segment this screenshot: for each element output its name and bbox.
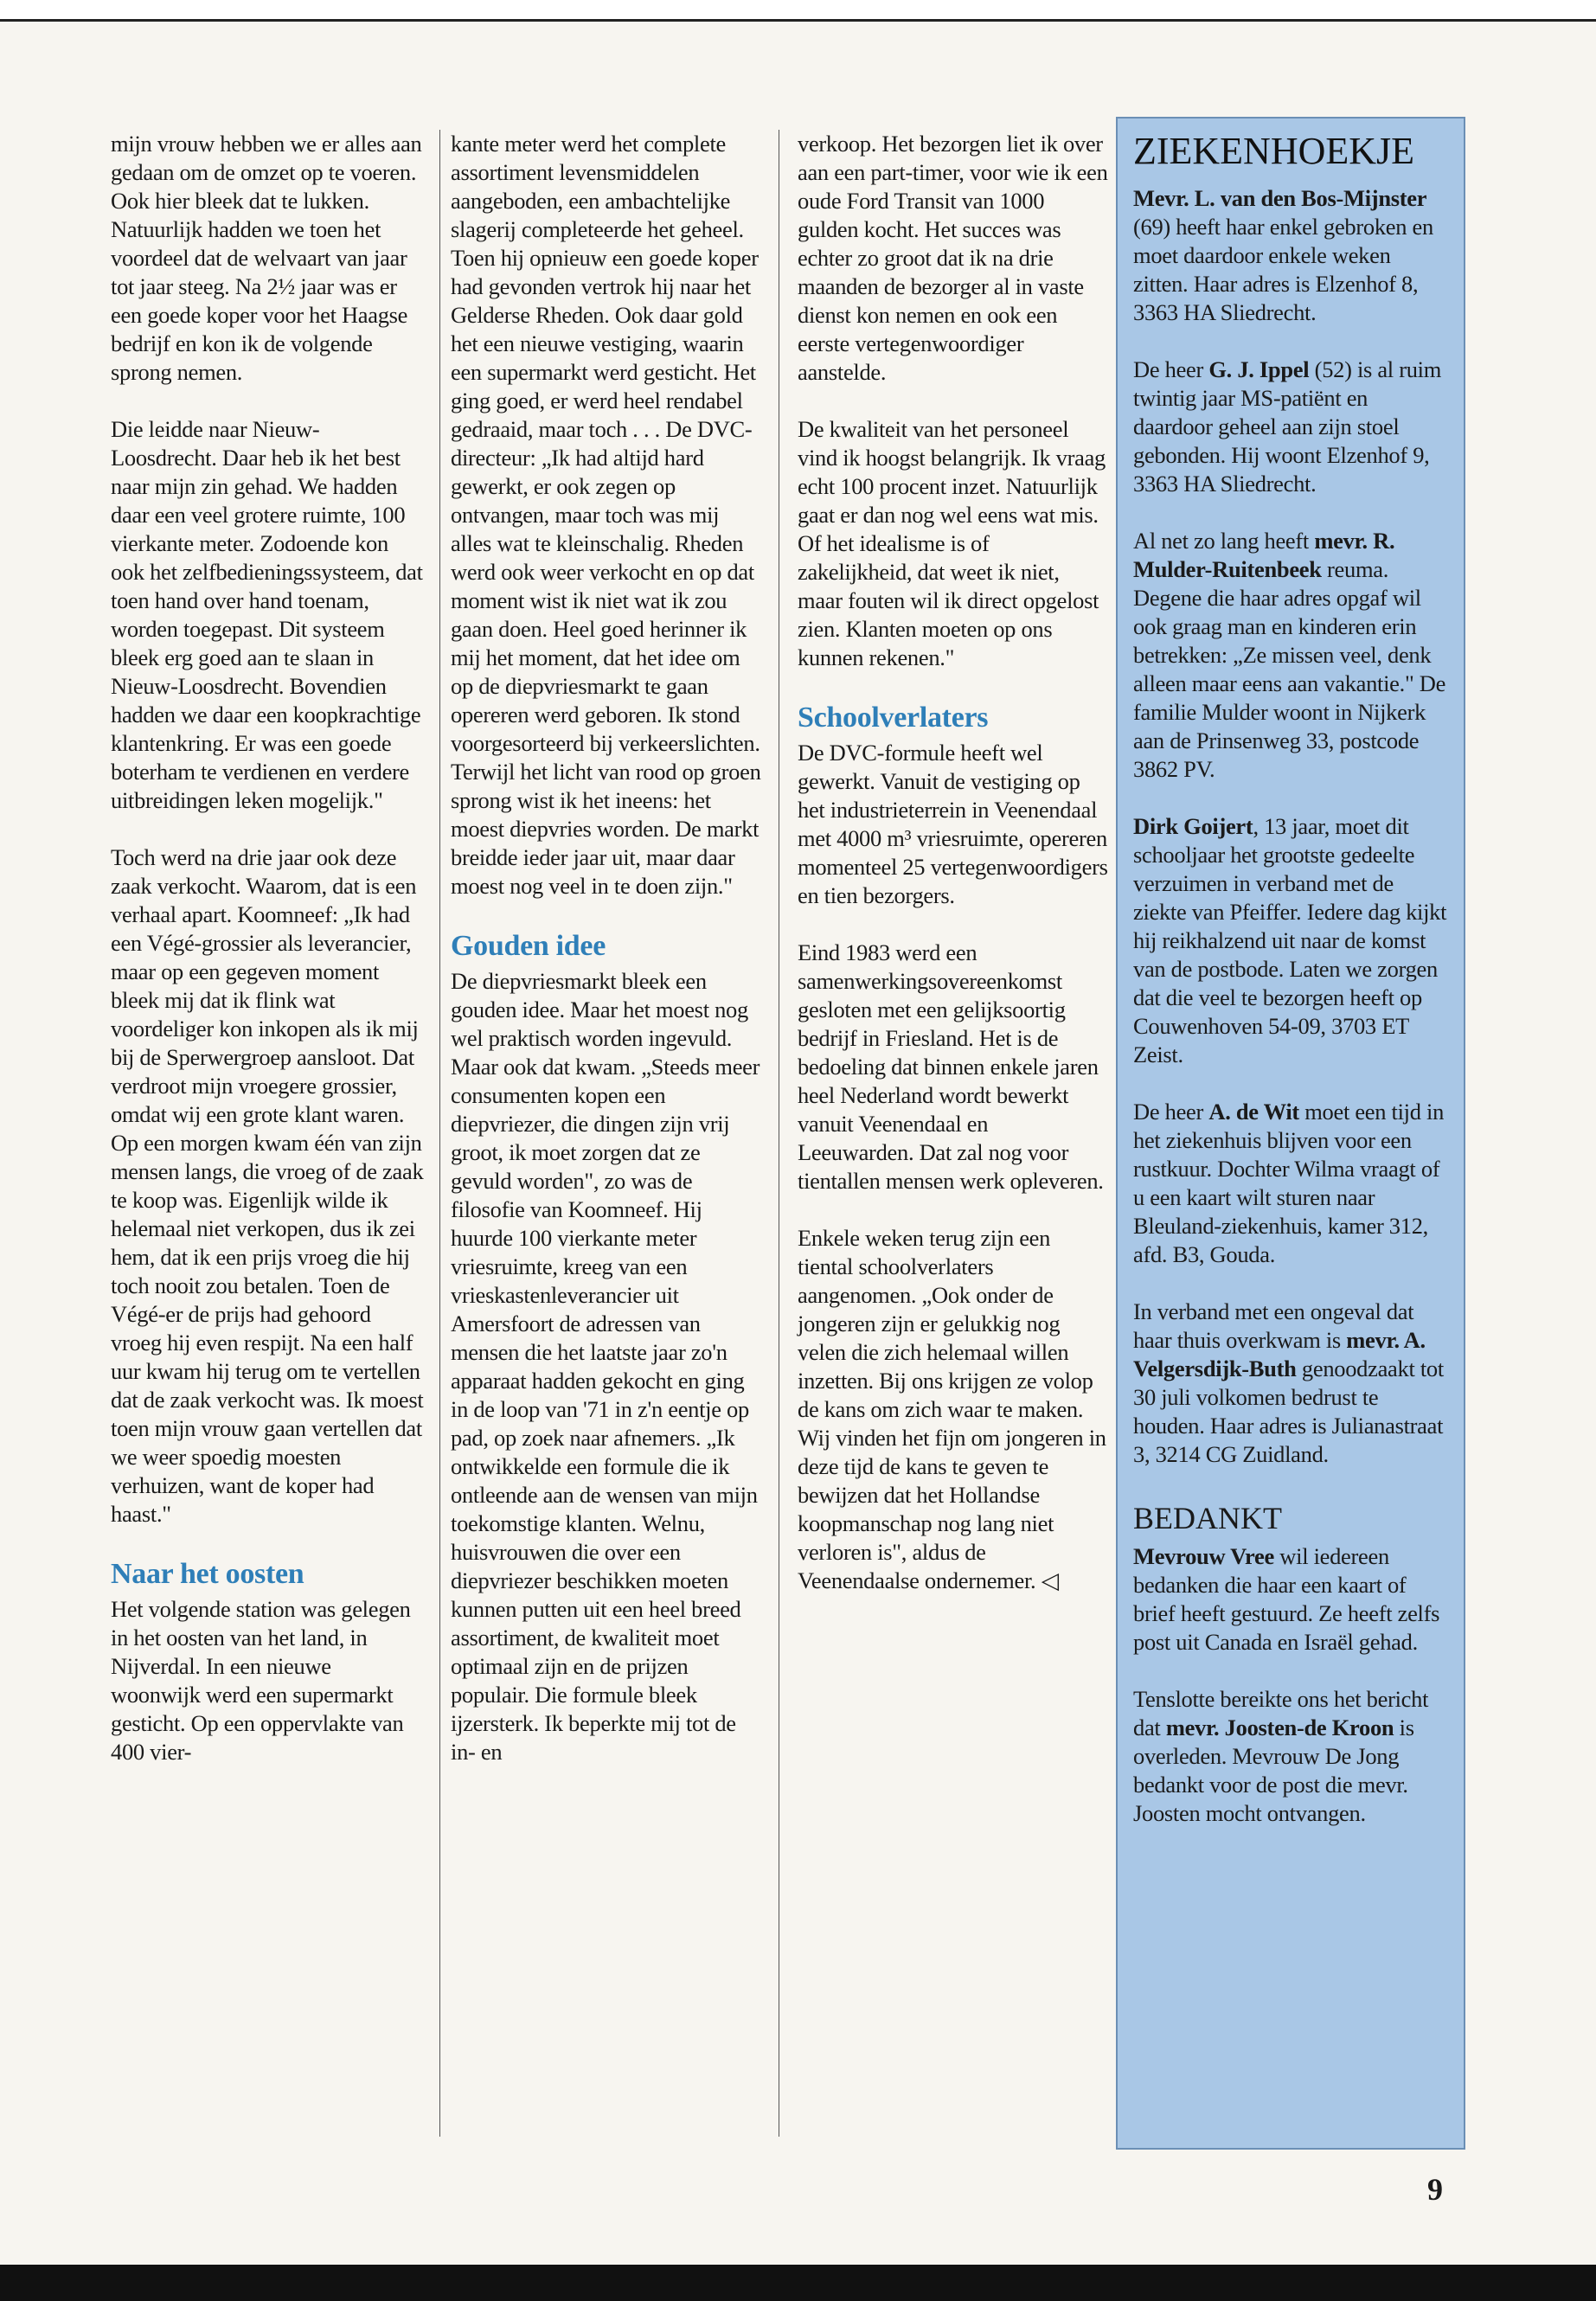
notice-name: mevr. Joosten-de Kroon [1165,1715,1394,1740]
bottom-edge [0,2265,1596,2301]
notice-text: reuma. Degene die haar adres opgaf wil ook graag man en kinderen erin betrekken: „Ze missen veel, denk alleen maar eens aan vakantie." De familie Mulder woont in Nijkerk aan de Prinsenweg 33, postcode 3862 PV. [1133,556,1446,782]
notice [1133,1685,1450,1828]
paragraph: mijn vrouw hebben we er alles aan gedaan om de omzet op te voeren. Ook hier bleek dat te lukken. Natuurlijk hadden we toen het voordeel dat de welvaart van jaar tot jaar steeg. Na 2½ jaar was er een goede koper voor het Haagse bedrijf en kon ik de volgende sprong nemen. [111,131,422,385]
section-heading-naar-het-oosten: Naar het oosten [111,1558,304,1590]
notice-text: genoodzaakt tot 30 juli volkomen bedrust te houden. Haar adres is Julianastraat 3, 3214 CG Zuidland. [1133,1356,1444,1467]
paragraph: De diepvriesmarkt bleek een gouden idee. Maar het moest nog wel praktisch worden ingevuld. Maar ook dat kwam. „Steeds meer consumenten kopen een diepvriezer, die dingen zijn vrij groot, ik moet zorgen dat ze gevuld worden", zo was de filosofie van Koomneef. Hij huurde 100 vierkante meter vriesruimte, kreeg van een vrieskastenleverancier uit Amersfoort de adressen van mensen die het laatste jaar zo'n apparaat hadden gekocht en ging in de loop van '71 in z'n eentje op pad, op zoek naar afnemers. „Ik ontwikkelde een formule die ik ontleende aan de wensen van mijn toekomstige klanten. Welnu, huisvrouwen die over een diepvriezer beschikken moeten kunnen putten uit een heel breed assortiment, de kwaliteit moet optimaal zijn en de prijzen populair. Die formule bleek ijzersterk. Ik beperkte mij tot de in- en [451,968,760,1765]
end-mark-icon: ◁ [1041,1567,1059,1593]
paragraph: Die leidde naar Nieuw-Loosdrecht. Daar heb ik het best naar mijn zin gehad. We hadden daar een veel grotere ruimte, 100 vierkante meter. Zodoende kon ook het zelfbedieningssysteem, dat toen hand over hand toenam, worden toegepast. Dit systeem bleek erg goed aan te slaan in Nieuw-Loosdrecht. Bovendien hadden we daar een koopkrachtige klantenkring. Er was een goede boterham te verdienen en verdere uitbreidingen leken mogelijk." [111,416,423,813]
notice-name: A. de Wit [1208,1099,1299,1125]
notice-name: mevr. A. Velgersdijk-Buth [1133,1327,1426,1381]
notice-text: De heer [1133,1099,1209,1125]
notice-text: In verband met een ongeval dat haar thuis overkwam is [1133,1298,1414,1353]
notice [1133,1542,1450,1657]
paragraph: Het volgende station was gelegen in het oosten van het land, in Nijverdal. In een nieuwe woonwijk werd een supermarkt gesticht. Op een oppervlakte van 400 vier- [111,1596,411,1765]
paragraph: De kwaliteit van het personeel vind ik hoogst belangrijk. Ik vraag echt 100 procent inzet. Natuurlijk gaat er dan nog wel eens wat mis. Of het idealisme is of zakelijkheid, dat weet ik niet, maar fouten wil ik direct opgelost zien. Klanten moeten op ons kunnen rekenen." [798,416,1106,670]
notice-text: De heer [1133,356,1209,382]
notice-text: wil iedereen bedanken die haar een kaart of brief heeft gestuurd. Ze heeft zelfs post uit Canada en Israël gehad. [1133,1543,1440,1655]
paragraph: De DVC-formule heeft wel gewerkt. Vanuit de vestiging op het industrieterrein in Veenendaal met 4000 m³ vriesruimte, opereren momenteel 25 vertegenwoordigers en tien bezorgers. [798,740,1108,908]
paragraph-text: Enkele weken terug zijn een tiental schoolverlaters aangenomen. „Ook onder de jongeren zijn er gelukkig nog velen die zich helemaal willen inzetten. Bij ons krijgen ze volop de kans om zich waar te maken. Wij vinden het fijn om jongeren in deze tijd de kans te geven te bewijzen dat het Hollandse koopmanschap nog lang niet verloren is", aldus de Veenendaalse ondernemer. [798,1225,1106,1593]
paragraph: Toch werd na drie jaar ook deze zaak verkocht. Waarom, dat is een verhaal apart. Koomneef: „Ik had een Végé-grossier als leverancier, maar op een gegeven moment bleek mij dat ik flink wat voordeliger kon inkopen als ik mij bij de Sperwergroep aansloot. Dat verdroot mijn vroegere grossier, omdat wij een grote klant waren. Op een morgen kwam één van zijn mensen langs, die vroeg of de zaak te koop was. Eigenlijk wilde ik helemaal niet verkopen, dus ik zei hem, dat ik een prijs vroeg die hij toch nooit zou betalen. Toen de Végé-er de prijs had gehoord vroeg hij even respijt. Na een half uur kwam hij terug om te vertellen dat de zaak verkocht was. Ik moest toen mijn vrouw gaan vertellen dat we weer spoedig moesten verhuizen, want de koper had haast." [111,844,424,1527]
ziekenhoekje-sidebar [1116,117,1465,2150]
section-heading-schoolverlaters: Schoolverlaters [798,702,989,734]
notice-text: Al net zo lang heeft [1133,528,1315,554]
notice-text: moet een tijd in het ziekenhuis blijven voor een rustkuur. Dochter Wilma vraagt of u een kaart wilt sturen naar Bleuland-ziekenhuis, kamer 312, afd. B3, Gouda. [1133,1099,1445,1267]
page-number: 9 [1427,2172,1443,2207]
notice-text: (52) is al ruim twintig jaar MS-patiënt en daardoor geheel aan zijn stoel gebonden. Hij woont Elzenhof 9, 3363 HA Sliedrecht. [1133,356,1442,497]
sidebar-heading-bedankt: BEDANKT [1133,1501,1282,1535]
article-column-2 [451,130,764,1795]
notice [1133,1298,1450,1469]
notice [1133,356,1450,498]
notice [1133,527,1450,784]
notice [1133,812,1450,1069]
top-rule [0,0,1596,22]
notice-text: (69) heeft haar enkel gebroken en moet daardoor enkele weken zitten. Haar adres is Elzenhof 8, 3363 HA Sliedrecht. [1133,214,1433,325]
paragraph: Eind 1983 werd een samenwerkingsovereenkomst gesloten met een gelijksoortig bedrijf in Friesland. Het is de bedoeling dat binnen enkele jaren heel Nederland wordt bewerkt vanuit Veenendaal en Leeuwarden. Dat zal nog voor tientallen mensen werk opleveren. [798,939,1104,1194]
paragraph: verkoop. Het bezorgen liet ik over aan een part-timer, voor wie ik een oude Ford Transit van 1000 gulden kocht. Het succes was echter zo groot dat ik na drie maanden de bezorger al in vaste dienst kon nemen en ook een eerste vertegenwoordiger aanstelde. [798,131,1108,385]
notice-name: Dirk Goijert [1133,813,1253,839]
column-divider [439,130,440,2137]
notice-text: , 13 jaar, moet dit schooljaar het grootste gedeelte verzuimen in verband met de ziekte van Pfeiffer. Iedere dag kijkt hij reikhalzend uit naar de komst van de postbode. Laten we zorgen dat die veel te bezorgen heeft op Couwenhoven 54-09, 3703 ET Zeist. [1133,813,1447,1067]
notice [1133,1098,1450,1269]
notice-name: mevr. R. Mulder-Ruitenbeek [1133,528,1395,582]
notice-text: Tenslotte bereikte ons het bericht dat [1133,1686,1429,1740]
notice-name: Mevrouw Vree [1133,1543,1274,1569]
notice-text: is overleden. Mevrouw De Jong bedankt voor de post die mevr. Joosten mocht ontvangen. [1133,1715,1414,1826]
paragraph: kante meter werd het complete assortiment levensmiddelen aangeboden, een ambachtelijke slagerij completeerde het geheel. Toen hij opnieuw een goede koper had gevonden vertrok hij naar het Gelderse Rheden. Ook daar gold het een nieuwe vestiging, waarin een supermarkt werd gesticht. Het ging goed, er werd heel rendabel gedraaid, maar toch . . . De DVC-directeur: „Ik had altijd hard gewerkt, er ook zegen op ontvangen, maar toch was mij alles wat te kleinschalig. Rheden werd ook weer verkocht en op dat moment wist ik niet wat ik zou gaan doen. Heel goed herinner ik mij het moment, dat het idee om op de diepvriesmarkt te gaan opereren werd geboren. Ik stond voorgesorteerd bij verkeerslichten. Terwijl het licht van rood op groen sprong wist ik het ineens: het moest diepvries worden. De markt breidde ieder jaar uit, maar daar moest nog veel in te doen zijn." [451,131,761,899]
paragraph [798,1224,1109,1595]
section-heading-gouden-idee: Gouden idee [451,930,606,962]
sidebar-title: ZIEKENHOEKJE [1133,130,1415,172]
notice-name: Mevr. L. van den Bos-Mijnster [1133,185,1427,211]
article-column-1 [111,130,424,1795]
notice [1133,184,1450,327]
article-column-3 [798,130,1109,1624]
notice-name: G. J. Ippel [1208,356,1310,382]
